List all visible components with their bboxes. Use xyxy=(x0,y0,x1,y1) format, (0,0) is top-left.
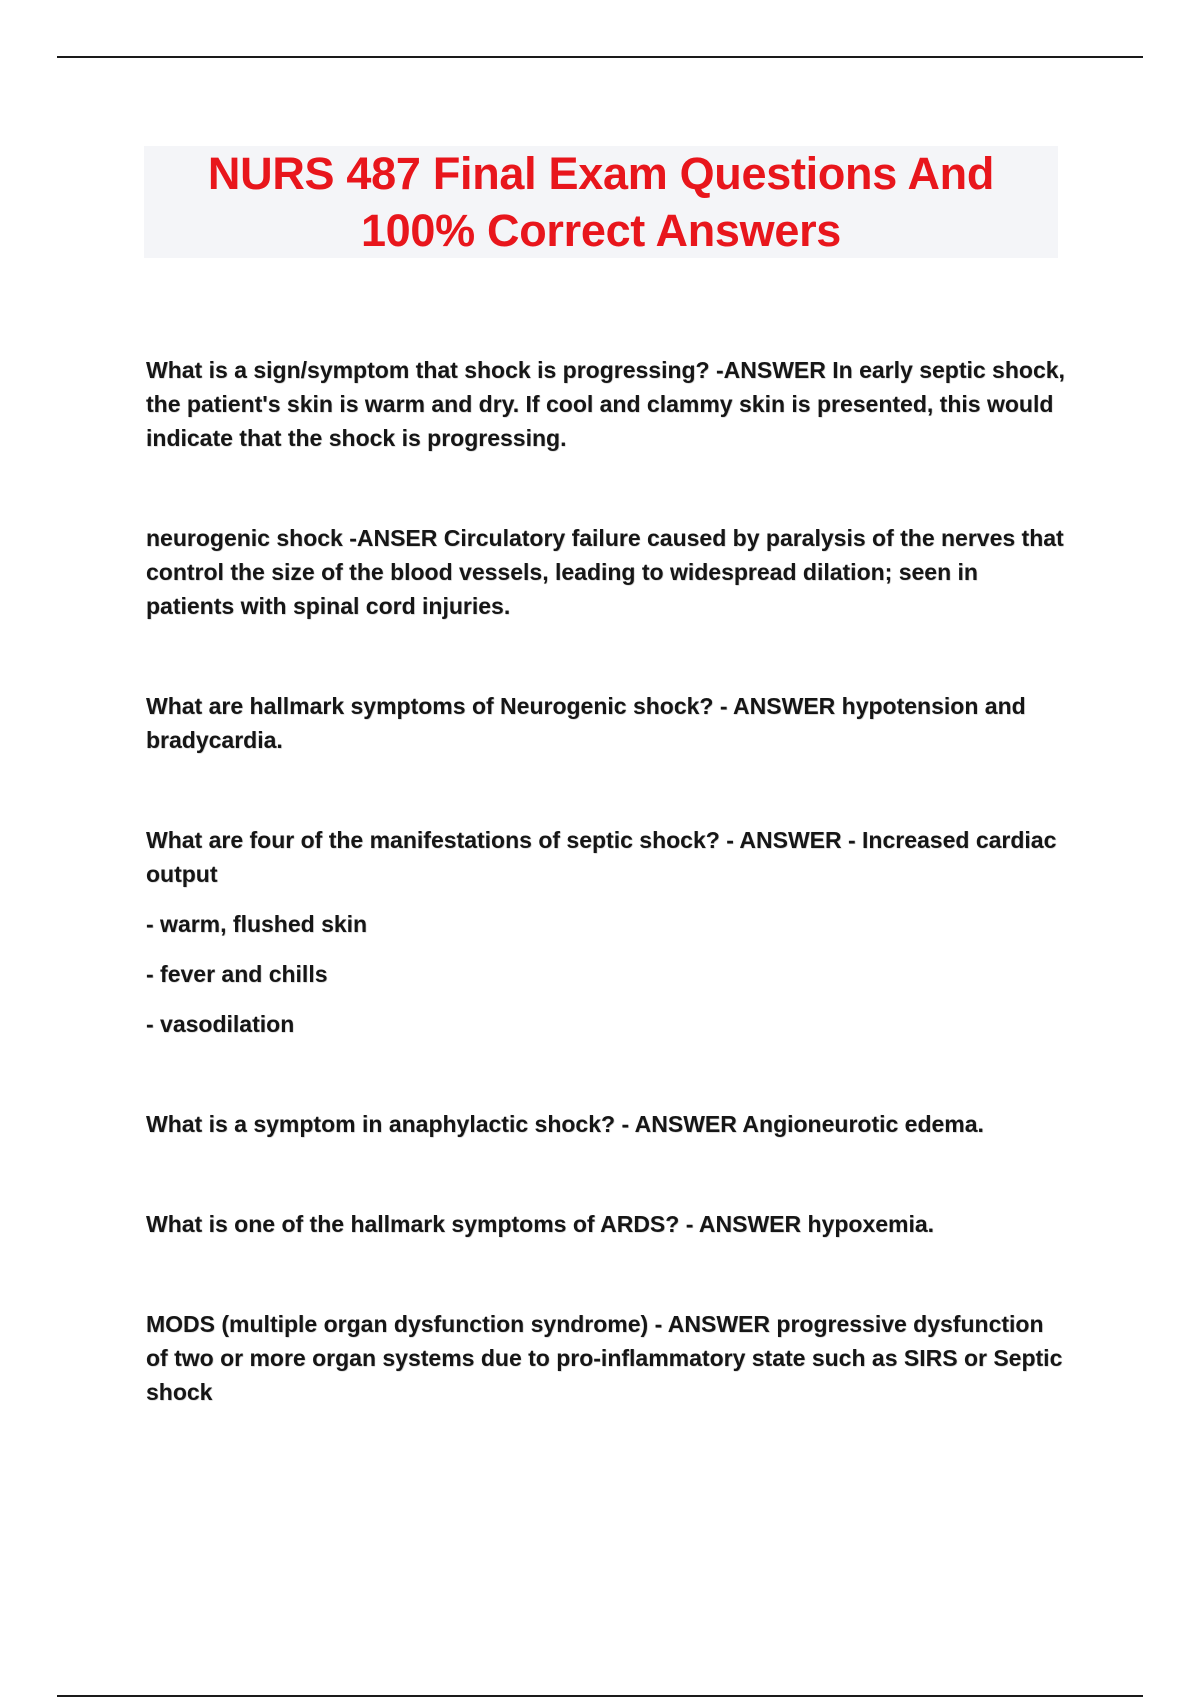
qa-item-mods: MODS (multiple organ dysfunction syndrome) - ANSWER progressive dysfunction of two or more organ systems due to pro-inflammatory state such as SIRS or Septic shock xyxy=(146,1311,1063,1405)
title-line-2: 100% Correct Answers xyxy=(360,205,842,256)
qa-content xyxy=(146,353,1066,1409)
list-item: - fever and chills xyxy=(146,961,328,987)
qa-item-septic-manifestations: What are four of the manifestations of septic shock? - ANSWER - Increased cardiac output xyxy=(146,827,1057,887)
list-item: - warm, flushed skin xyxy=(146,911,368,937)
title-banner xyxy=(144,146,1058,258)
qa-item-shock-progressing: What is a sign/symptom that shock is progressing? -ANSWER In early septic shock, the patient's skin is warm and dry. If cool and clammy skin is presented, this would indicate that the shock is progressing. xyxy=(146,357,1065,451)
list-item: - vasodilation xyxy=(146,1011,295,1037)
bottom-rule xyxy=(57,1695,1143,1697)
qa-item-neurogenic-shock: neurogenic shock -ANSER Circulatory failure caused by paralysis of the nerves that control the size of the blood vessels, leading to widespread dilation; seen in patients with spinal cord injuries. xyxy=(146,525,1064,619)
top-rule xyxy=(57,56,1143,58)
qa-item-neurogenic-hallmarks: What are hallmark symptoms of Neurogenic shock? - ANSWER hypotension and bradycardia. xyxy=(146,693,1026,753)
page-title xyxy=(208,145,994,259)
qa-item-ards: What is one of the hallmark symptoms of ARDS? - ANSWER hypoxemia. xyxy=(146,1211,935,1237)
title-line-1: NURS 487 Final Exam Questions And xyxy=(207,148,995,199)
qa-item-anaphylactic: What is a symptom in anaphylactic shock? - ANSWER Angioneurotic edema. xyxy=(146,1111,984,1137)
